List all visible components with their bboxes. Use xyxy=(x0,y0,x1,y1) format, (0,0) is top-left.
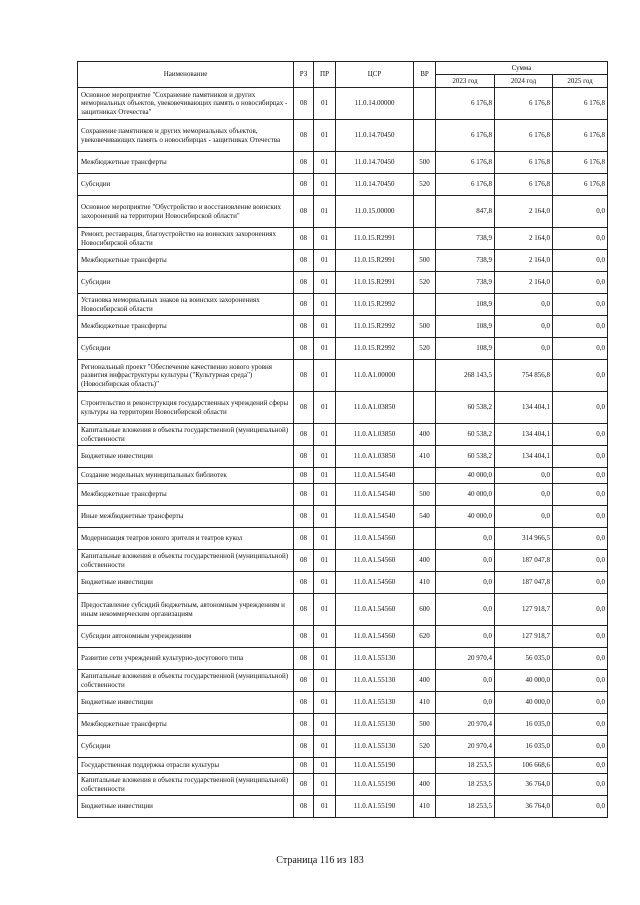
table-row xyxy=(78,736,608,758)
row-sum-2023: 0,0 xyxy=(436,692,495,714)
row-sum-2025: 0,0 xyxy=(553,392,608,424)
row-vr xyxy=(414,468,436,484)
row-rz: 08 xyxy=(294,196,314,228)
row-pr: 01 xyxy=(314,648,336,670)
row-pr: 01 xyxy=(314,392,336,424)
row-csr: 11.0.A1.03850 xyxy=(336,424,414,446)
row-sum-2025: 0,0 xyxy=(553,272,608,294)
row-vr: 500 xyxy=(414,250,436,272)
row-name: Капитальные вложения в объекты государственной (муниципальной) собственности xyxy=(78,550,294,572)
row-pr: 01 xyxy=(314,120,336,152)
row-name: Государственная поддержка отрасли культуры xyxy=(78,758,294,774)
table-row xyxy=(78,714,608,736)
row-csr: 11.0.A1.54540 xyxy=(336,484,414,506)
row-sum-2023: 108,9 xyxy=(436,294,495,316)
row-sum-2025: 0,0 xyxy=(553,316,608,338)
row-sum-2023: 738,9 xyxy=(436,228,495,250)
header-vr: ВР xyxy=(414,62,436,88)
row-rz: 08 xyxy=(294,468,314,484)
row-sum-2025: 0,0 xyxy=(553,572,608,594)
row-csr: 11.0.15.R2992 xyxy=(336,294,414,316)
row-pr: 01 xyxy=(314,338,336,360)
header-row xyxy=(78,62,608,75)
row-sum-2023: 6 176,8 xyxy=(436,88,495,120)
row-vr xyxy=(414,196,436,228)
row-csr: 11.0.A1.55130 xyxy=(336,714,414,736)
row-pr: 01 xyxy=(314,152,336,174)
row-csr: 11.0.A1.55130 xyxy=(336,736,414,758)
row-sum-2025: 0,0 xyxy=(553,528,608,550)
row-sum-2024: 16 035,0 xyxy=(495,714,553,736)
row-vr: 400 xyxy=(414,774,436,796)
row-csr: 11.0.15.R2992 xyxy=(336,316,414,338)
row-csr: 11.0.A1.54560 xyxy=(336,550,414,572)
row-csr: 11.0.15.R2991 xyxy=(336,228,414,250)
row-name: Межбюджетные трансферты xyxy=(78,316,294,338)
row-pr: 01 xyxy=(314,774,336,796)
row-sum-2023: 847,8 xyxy=(436,196,495,228)
row-sum-2025: 0,0 xyxy=(553,228,608,250)
table-row xyxy=(78,506,608,528)
budget-table xyxy=(77,61,608,818)
table-row xyxy=(78,796,608,818)
row-vr: 500 xyxy=(414,316,436,338)
row-name: Бюджетные инвестиции xyxy=(78,796,294,818)
row-csr: 11.0.15.00000 xyxy=(336,196,414,228)
row-pr: 01 xyxy=(314,506,336,528)
row-sum-2025: 6 176,8 xyxy=(553,174,608,196)
row-sum-2024: 6 176,8 xyxy=(495,152,553,174)
row-sum-2025: 0,0 xyxy=(553,468,608,484)
table-row xyxy=(78,670,608,692)
row-rz: 08 xyxy=(294,272,314,294)
row-sum-2024: 754 856,8 xyxy=(495,360,553,392)
row-csr: 11.0.14.70450 xyxy=(336,120,414,152)
row-sum-2025: 0,0 xyxy=(553,796,608,818)
row-sum-2023: 0,0 xyxy=(436,626,495,648)
row-vr: 410 xyxy=(414,796,436,818)
row-vr: 410 xyxy=(414,692,436,714)
row-csr: 11.0.A1.54560 xyxy=(336,594,414,626)
row-vr: 400 xyxy=(414,424,436,446)
row-sum-2023: 40 000,0 xyxy=(436,468,495,484)
row-pr: 01 xyxy=(314,424,336,446)
row-vr: 540 xyxy=(414,506,436,528)
row-sum-2023: 20 970,4 xyxy=(436,736,495,758)
row-rz: 08 xyxy=(294,120,314,152)
row-sum-2024: 40 000,0 xyxy=(495,692,553,714)
row-sum-2023: 738,9 xyxy=(436,250,495,272)
row-pr: 01 xyxy=(314,196,336,228)
row-rz: 08 xyxy=(294,294,314,316)
row-pr: 01 xyxy=(314,528,336,550)
row-sum-2024: 127 918,7 xyxy=(495,594,553,626)
row-sum-2025: 0,0 xyxy=(553,758,608,774)
row-sum-2023: 18 253,5 xyxy=(436,774,495,796)
row-vr xyxy=(414,228,436,250)
row-vr: 500 xyxy=(414,484,436,506)
page-number: Страница 116 из 183 xyxy=(276,855,364,866)
row-pr: 01 xyxy=(314,572,336,594)
row-csr: 11.0.14.00000 xyxy=(336,88,414,120)
header-year-2023: 2023 год xyxy=(436,75,495,88)
table-row xyxy=(78,294,608,316)
row-name: Ремонт, реставрация, благоустройство на воинских захоронениях Новосибирской области xyxy=(78,228,294,250)
row-sum-2024: 6 176,8 xyxy=(495,120,553,152)
row-rz: 08 xyxy=(294,392,314,424)
row-csr: 11.0.15.R2991 xyxy=(336,272,414,294)
row-name: Сохранение памятников и других мемориальных объектов, увековечивающих память о новосибирцах - защитниках Отечества xyxy=(78,120,294,152)
row-pr: 01 xyxy=(314,316,336,338)
table-row xyxy=(78,594,608,626)
table-row xyxy=(78,626,608,648)
row-name: Субсидии xyxy=(78,272,294,294)
row-sum-2025: 0,0 xyxy=(553,294,608,316)
row-pr: 01 xyxy=(314,446,336,468)
row-vr: 600 xyxy=(414,594,436,626)
row-rz: 08 xyxy=(294,626,314,648)
table-body xyxy=(78,88,608,818)
row-pr: 01 xyxy=(314,228,336,250)
row-name: Создание модельных муниципальных библиотек xyxy=(78,468,294,484)
table-row xyxy=(78,88,608,120)
table-row xyxy=(78,424,608,446)
row-sum-2025: 0,0 xyxy=(553,692,608,714)
row-sum-2023: 108,9 xyxy=(436,316,495,338)
row-sum-2024: 2 164,0 xyxy=(495,228,553,250)
row-sum-2025: 0,0 xyxy=(553,774,608,796)
table-row xyxy=(78,196,608,228)
row-sum-2023: 60 538,2 xyxy=(436,392,495,424)
row-rz: 08 xyxy=(294,692,314,714)
row-csr: 11.0.A1.55190 xyxy=(336,758,414,774)
table-row xyxy=(78,758,608,774)
row-sum-2025: 0,0 xyxy=(553,626,608,648)
row-sum-2025: 0,0 xyxy=(553,670,608,692)
row-sum-2025: 0,0 xyxy=(553,484,608,506)
row-sum-2023: 6 176,8 xyxy=(436,174,495,196)
row-sum-2023: 40 000,0 xyxy=(436,484,495,506)
table-row xyxy=(78,446,608,468)
row-sum-2024: 0,0 xyxy=(495,338,553,360)
row-name: Предоставление субсидий бюджетным, автономным учреждениям и иным некоммерческим организациям xyxy=(78,594,294,626)
row-csr: 11.0.A1.55190 xyxy=(336,774,414,796)
row-vr xyxy=(414,120,436,152)
row-sum-2024: 36 764,0 xyxy=(495,796,553,818)
header-year-2024: 2024 год xyxy=(495,75,553,88)
row-vr: 400 xyxy=(414,550,436,572)
row-csr: 11.0.A1.55130 xyxy=(336,670,414,692)
row-name: Межбюджетные трансферты xyxy=(78,250,294,272)
row-vr: 400 xyxy=(414,670,436,692)
row-name: Иные межбюджетные трансферты xyxy=(78,506,294,528)
row-vr: 520 xyxy=(414,272,436,294)
row-sum-2023: 738,9 xyxy=(436,272,495,294)
row-sum-2023: 60 538,2 xyxy=(436,424,495,446)
row-csr: 11.0.A1.54540 xyxy=(336,506,414,528)
row-sum-2025: 0,0 xyxy=(553,506,608,528)
row-sum-2023: 18 253,5 xyxy=(436,758,495,774)
row-sum-2025: 6 176,8 xyxy=(553,152,608,174)
row-sum-2024: 106 668,6 xyxy=(495,758,553,774)
row-vr: 500 xyxy=(414,714,436,736)
row-pr: 01 xyxy=(314,796,336,818)
row-rz: 08 xyxy=(294,360,314,392)
header-csr: ЦСР xyxy=(336,62,414,88)
row-sum-2025: 0,0 xyxy=(553,594,608,626)
row-sum-2025: 0,0 xyxy=(553,714,608,736)
row-rz: 08 xyxy=(294,572,314,594)
row-pr: 01 xyxy=(314,736,336,758)
row-sum-2024: 2 164,0 xyxy=(495,196,553,228)
row-pr: 01 xyxy=(314,360,336,392)
row-csr: 11.0.A1.00000 xyxy=(336,360,414,392)
row-sum-2023: 0,0 xyxy=(436,594,495,626)
row-sum-2023: 108,9 xyxy=(436,338,495,360)
row-rz: 08 xyxy=(294,338,314,360)
row-sum-2024: 2 164,0 xyxy=(495,272,553,294)
row-csr: 11.0.A1.54560 xyxy=(336,572,414,594)
table-row xyxy=(78,174,608,196)
row-pr: 01 xyxy=(314,550,336,572)
header-rz: РЗ xyxy=(294,62,314,88)
row-pr: 01 xyxy=(314,468,336,484)
row-sum-2025: 6 176,8 xyxy=(553,120,608,152)
row-name: Основное мероприятие "Обустройство и восстановление воинских захоронений на территории Новосибирской области" xyxy=(78,196,294,228)
row-csr: 11.0.A1.54540 xyxy=(336,468,414,484)
row-name: Субсидии xyxy=(78,338,294,360)
row-sum-2024: 2 164,0 xyxy=(495,250,553,272)
table-row xyxy=(78,528,608,550)
row-sum-2023: 0,0 xyxy=(436,572,495,594)
row-rz: 08 xyxy=(294,714,314,736)
table-row xyxy=(78,272,608,294)
row-vr: 520 xyxy=(414,736,436,758)
table-row xyxy=(78,316,608,338)
row-name: Региональный проект "Обеспечение качественно нового уровня развития инфраструктуры культуры ("Культурная среда") (Новосибирская область)" xyxy=(78,360,294,392)
row-csr: 11.0.A1.55130 xyxy=(336,692,414,714)
row-sum-2024: 127 918,7 xyxy=(495,626,553,648)
row-sum-2024: 187 047,8 xyxy=(495,550,553,572)
table-row xyxy=(78,648,608,670)
header-pr: ПР xyxy=(314,62,336,88)
table-row xyxy=(78,120,608,152)
row-pr: 01 xyxy=(314,626,336,648)
table-row xyxy=(78,152,608,174)
row-sum-2024: 0,0 xyxy=(495,294,553,316)
row-rz: 08 xyxy=(294,174,314,196)
row-sum-2023: 20 970,4 xyxy=(436,714,495,736)
row-sum-2023: 0,0 xyxy=(436,550,495,572)
row-rz: 08 xyxy=(294,88,314,120)
row-sum-2025: 0,0 xyxy=(553,648,608,670)
row-rz: 08 xyxy=(294,528,314,550)
row-csr: 11.0.A1.03850 xyxy=(336,392,414,424)
row-csr: 11.0.A1.55190 xyxy=(336,796,414,818)
row-pr: 01 xyxy=(314,692,336,714)
row-sum-2025: 0,0 xyxy=(553,250,608,272)
row-rz: 08 xyxy=(294,550,314,572)
row-pr: 01 xyxy=(314,294,336,316)
row-vr: 620 xyxy=(414,626,436,648)
row-pr: 01 xyxy=(314,758,336,774)
row-rz: 08 xyxy=(294,594,314,626)
row-sum-2025: 0,0 xyxy=(553,338,608,360)
row-sum-2024: 134 404,1 xyxy=(495,424,553,446)
row-sum-2023: 18 253,5 xyxy=(436,796,495,818)
table-row xyxy=(78,228,608,250)
row-sum-2025: 6 176,8 xyxy=(553,88,608,120)
row-name: Капитальные вложения в объекты государственной (муниципальной) собственности xyxy=(78,424,294,446)
row-csr: 11.0.A1.54560 xyxy=(336,626,414,648)
row-name: Межбюджетные трансферты xyxy=(78,714,294,736)
row-sum-2024: 0,0 xyxy=(495,506,553,528)
row-rz: 08 xyxy=(294,446,314,468)
row-sum-2023: 6 176,8 xyxy=(436,152,495,174)
row-sum-2024: 16 035,0 xyxy=(495,736,553,758)
row-vr xyxy=(414,648,436,670)
table-row xyxy=(78,250,608,272)
row-sum-2025: 0,0 xyxy=(553,196,608,228)
row-vr xyxy=(414,392,436,424)
row-vr xyxy=(414,758,436,774)
row-rz: 08 xyxy=(294,250,314,272)
table-row xyxy=(78,550,608,572)
row-name: Субсидии xyxy=(78,174,294,196)
row-name: Субсидии xyxy=(78,736,294,758)
row-sum-2023: 268 143,5 xyxy=(436,360,495,392)
row-sum-2024: 56 035,0 xyxy=(495,648,553,670)
row-sum-2024: 36 764,0 xyxy=(495,774,553,796)
row-rz: 08 xyxy=(294,736,314,758)
row-vr: 410 xyxy=(414,446,436,468)
row-pr: 01 xyxy=(314,250,336,272)
row-name: Бюджетные инвестиции xyxy=(78,446,294,468)
row-rz: 08 xyxy=(294,316,314,338)
row-vr: 520 xyxy=(414,174,436,196)
row-rz: 08 xyxy=(294,424,314,446)
row-rz: 08 xyxy=(294,670,314,692)
row-sum-2023: 0,0 xyxy=(436,670,495,692)
row-vr xyxy=(414,88,436,120)
row-sum-2025: 0,0 xyxy=(553,360,608,392)
row-name: Строительство и реконструкция государственных учреждений сферы культуры на территории Новосибирской области xyxy=(78,392,294,424)
row-name: Основное мероприятие "Сохранение памятников и других мемориальных объектов, увековечивающих память о новосибирцах - защитниках Отечества" xyxy=(78,88,294,120)
row-sum-2024: 187 047,8 xyxy=(495,572,553,594)
row-pr: 01 xyxy=(314,484,336,506)
row-pr: 01 xyxy=(314,88,336,120)
row-name: Установка мемориальных знаков на воинских захоронениях Новосибирской области xyxy=(78,294,294,316)
row-vr: 410 xyxy=(414,572,436,594)
row-rz: 08 xyxy=(294,648,314,670)
row-sum-2025: 0,0 xyxy=(553,424,608,446)
row-rz: 08 xyxy=(294,152,314,174)
row-sum-2024: 6 176,8 xyxy=(495,174,553,196)
row-csr: 11.0.14.70450 xyxy=(336,152,414,174)
row-rz: 08 xyxy=(294,484,314,506)
row-name: Межбюджетные трансферты xyxy=(78,484,294,506)
row-pr: 01 xyxy=(314,594,336,626)
row-rz: 08 xyxy=(294,228,314,250)
row-sum-2024: 6 176,8 xyxy=(495,88,553,120)
table-row xyxy=(78,392,608,424)
row-name: Модернизация театров юного зрителя и театров кукол xyxy=(78,528,294,550)
row-vr xyxy=(414,528,436,550)
row-csr: 11.0.A1.03850 xyxy=(336,446,414,468)
row-name: Бюджетные инвестиции xyxy=(78,572,294,594)
table-row xyxy=(78,360,608,392)
row-sum-2023: 20 970,4 xyxy=(436,648,495,670)
row-rz: 08 xyxy=(294,774,314,796)
header-name: Наименование xyxy=(78,62,294,88)
row-sum-2024: 0,0 xyxy=(495,316,553,338)
row-name: Бюджетные инвестиции xyxy=(78,692,294,714)
table-row xyxy=(78,572,608,594)
row-sum-2024: 40 000,0 xyxy=(495,670,553,692)
row-pr: 01 xyxy=(314,670,336,692)
row-csr: 11.0.14.70450 xyxy=(336,174,414,196)
row-pr: 01 xyxy=(314,174,336,196)
row-sum-2024: 0,0 xyxy=(495,484,553,506)
row-name: Субсидии автономным учреждениям xyxy=(78,626,294,648)
row-sum-2024: 0,0 xyxy=(495,468,553,484)
row-name: Межбюджетные трансферты xyxy=(78,152,294,174)
row-vr: 500 xyxy=(414,152,436,174)
table-row xyxy=(78,468,608,484)
row-rz: 08 xyxy=(294,506,314,528)
row-sum-2024: 134 404,1 xyxy=(495,392,553,424)
row-sum-2023: 6 176,8 xyxy=(436,120,495,152)
row-sum-2024: 134 404,1 xyxy=(495,446,553,468)
row-sum-2025: 0,0 xyxy=(553,446,608,468)
row-rz: 08 xyxy=(294,796,314,818)
row-sum-2023: 60 538,2 xyxy=(436,446,495,468)
header-year-2025: 2025 год xyxy=(553,75,608,88)
table-row xyxy=(78,692,608,714)
table-row xyxy=(78,774,608,796)
row-vr xyxy=(414,294,436,316)
row-pr: 01 xyxy=(314,272,336,294)
row-sum-2025: 0,0 xyxy=(553,550,608,572)
row-sum-2024: 314 966,5 xyxy=(495,528,553,550)
header-sum: Сумма xyxy=(436,62,608,75)
row-csr: 11.0.15.R2991 xyxy=(336,250,414,272)
row-vr: 520 xyxy=(414,338,436,360)
row-rz: 08 xyxy=(294,758,314,774)
row-name: Капитальные вложения в объекты государственной (муниципальной) собственности xyxy=(78,774,294,796)
row-sum-2025: 0,0 xyxy=(553,736,608,758)
row-sum-2023: 0,0 xyxy=(436,528,495,550)
row-csr: 11.0.A1.55130 xyxy=(336,648,414,670)
table-row xyxy=(78,484,608,506)
table-row xyxy=(78,338,608,360)
row-sum-2023: 40 000,0 xyxy=(436,506,495,528)
row-name: Развитие сети учреждений культурно-досугового типа xyxy=(78,648,294,670)
row-vr xyxy=(414,360,436,392)
row-csr: 11.0.A1.54560 xyxy=(336,528,414,550)
row-csr: 11.0.15.R2992 xyxy=(336,338,414,360)
row-name: Капитальные вложения в объекты государственной (муниципальной) собственности xyxy=(78,670,294,692)
row-pr: 01 xyxy=(314,714,336,736)
